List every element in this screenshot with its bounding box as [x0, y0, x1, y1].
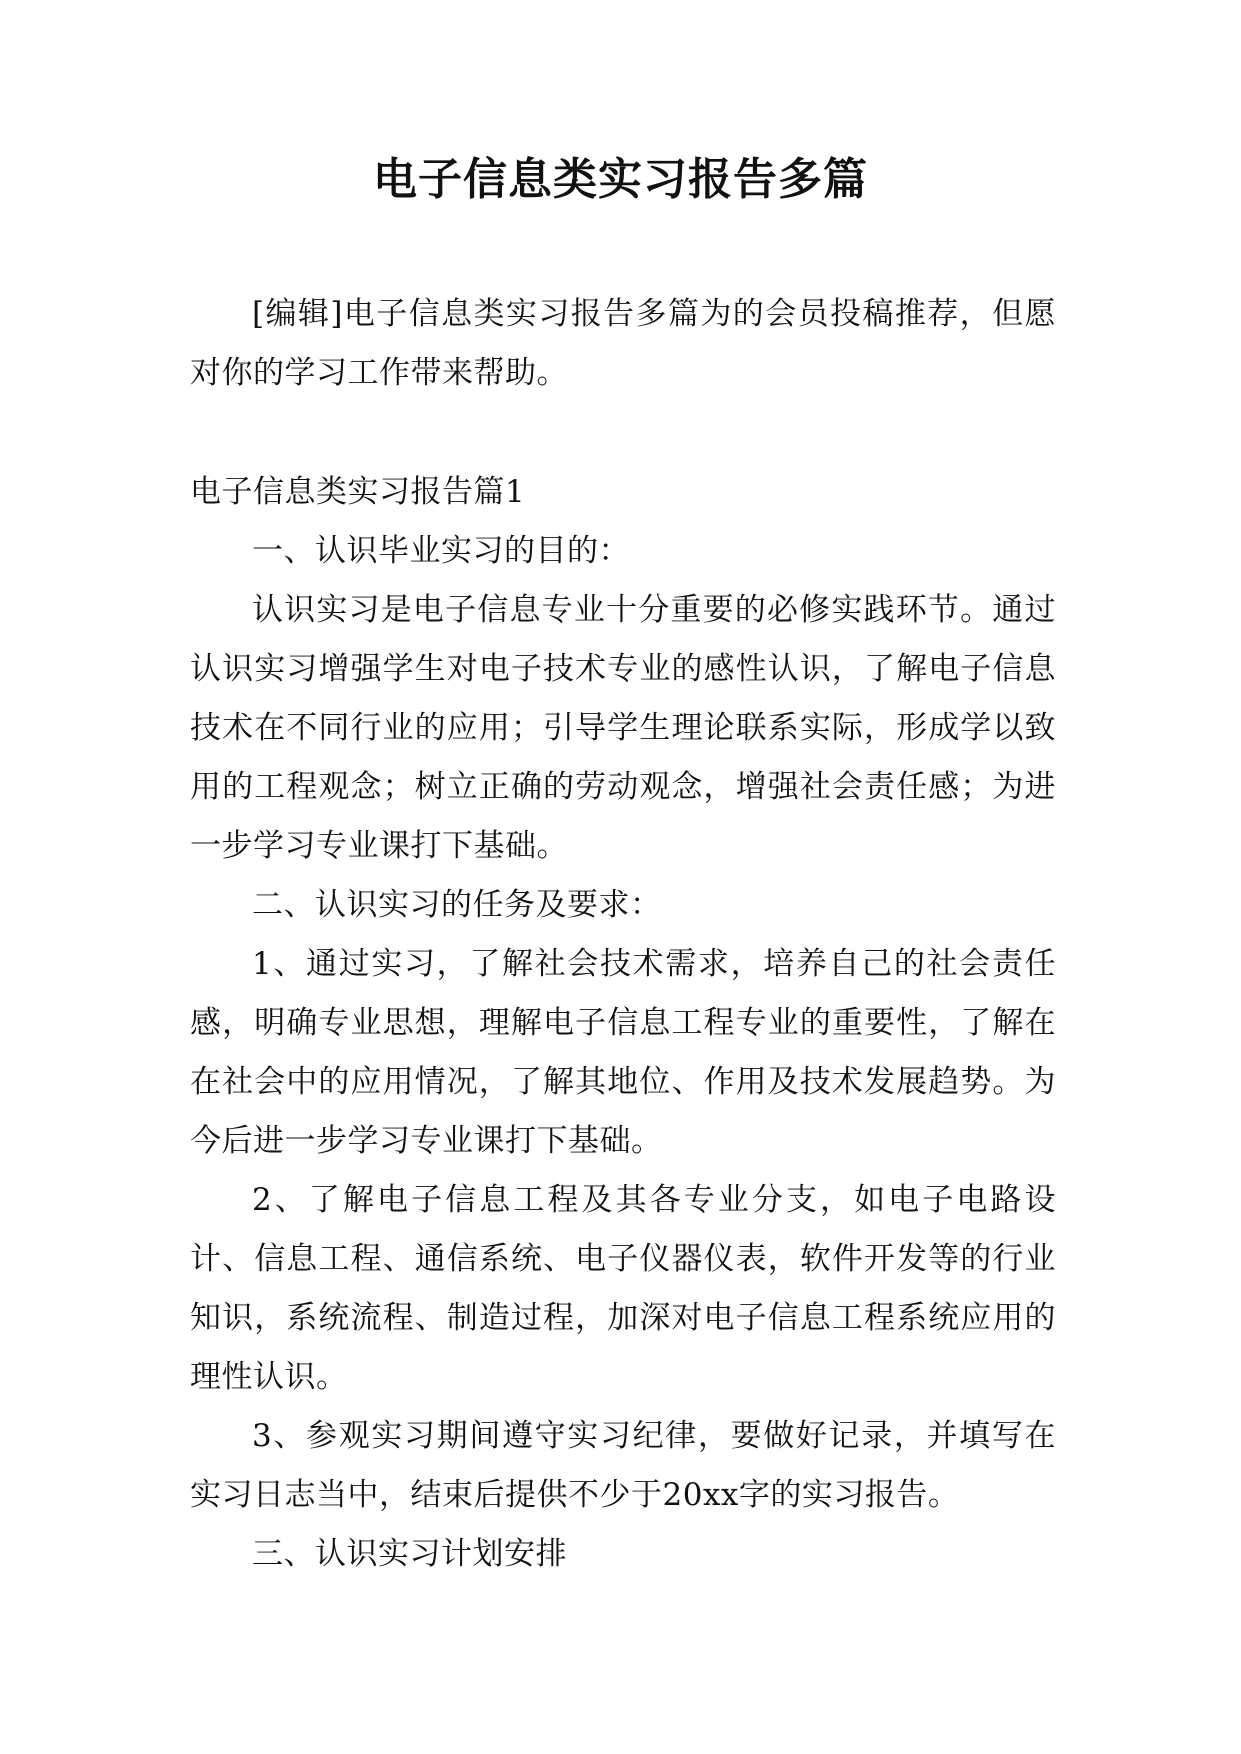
paragraph: 一、认识毕业实习的目的：	[252, 533, 630, 569]
paragraph: 认识实习是电子信息专业十分重要的必修实践环节。通过认识实习增强学生对电子技术专业的感性认识，了解电子信息技术在不同行业的应用；引导学生理论联系实际，形成学以致用的工程观念；树立正确的劳动观念，增强社会责任感；为进一步学习专业课打下基础。	[190, 592, 1056, 864]
intro-paragraph: [编辑]电子信息类实习报告多篇为的会员投稿推荐，但愿对你的学习工作带来帮助。	[190, 296, 1056, 391]
paragraph: 2、了解电子信息工程及其各专业分支，如电子电路设计、信息工程、通信系统、电子仪器仪表，软件开发等的行业知识，系统流程、制造过程，加深对电子信息工程系统应用的理性认识。	[190, 1182, 1056, 1395]
paragraph: 二、认识实习的任务及要求：	[252, 887, 662, 923]
paragraph: 1、通过实习，了解社会技术需求，培养自己的社会责任感，明确专业思想，理解电子信息工程专业的重要性，了解在在社会中的应用情况，了解其地位、作用及技术发展趋势。为今后进一步学习专业课打下基础。	[190, 946, 1056, 1159]
paragraph: 3、参观实习期间遵守实习纪律，要做好记录，并填写在实习日志当中，结束后提供不少于20xx字的实习报告。	[190, 1418, 1056, 1513]
document-title: 电子信息类实习报告多篇	[373, 154, 868, 205]
document-body	[190, 285, 1056, 1584]
paragraph: 三、认识实习计划安排	[252, 1536, 567, 1572]
section-title: 电子信息类实习报告篇1	[190, 474, 526, 510]
